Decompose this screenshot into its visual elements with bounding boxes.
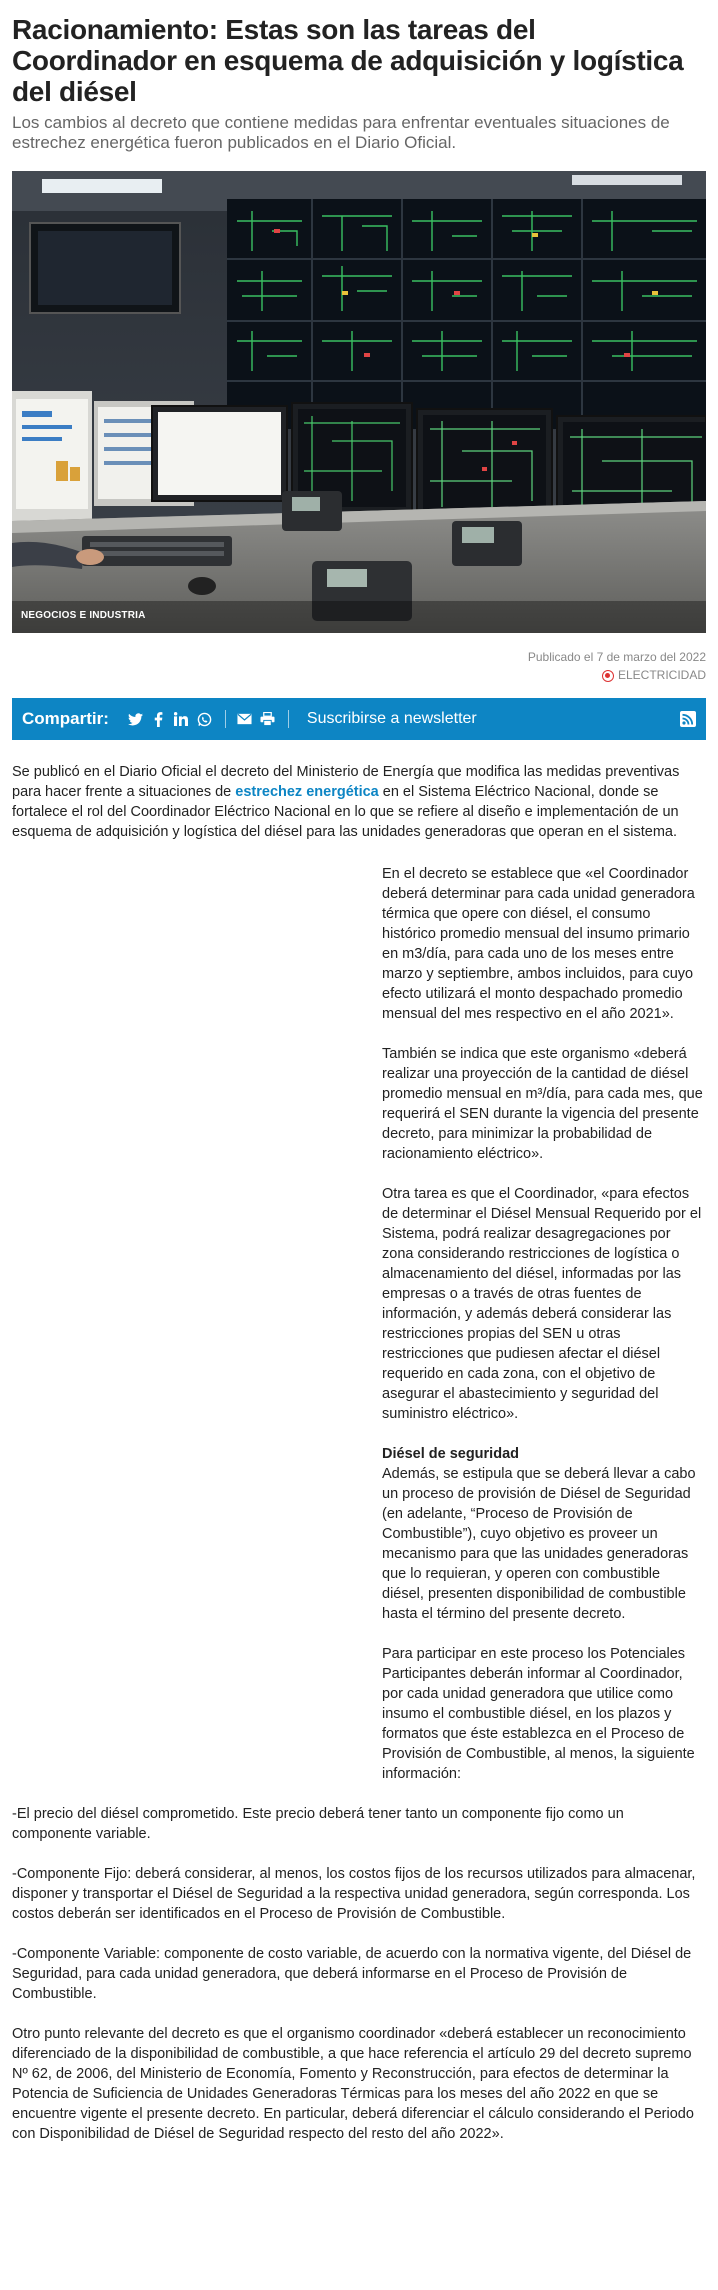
paragraph-5: Para participar en este proceso los Potenciales Participantes deberán informar al Coordinador, por cada unidad generadora que utilice como insumo el combustible diésel, en los plazos y formatos que éste establezca en el Proceso de Provisión de Combustible, al menos, la siguiente información: bbox=[382, 1646, 695, 1782]
paragraph-6: -El precio del diésel comprometido. Este precio deberá tener tanto un componente fijo como un componente variable. bbox=[12, 1806, 624, 1842]
share-label: Compartir: bbox=[22, 709, 109, 728]
publish-date: Publicado el 7 de marzo del 2022 bbox=[527, 650, 706, 664]
lead-text-end: en el Sistema Eléctrico Nacional, donde se fortalece el rol del Coordinador Eléctrico Nacional en lo que se refiere al diseño e implementación de un esquema de adquisición y logística del diésel para las unidades generadoras que operan en el sistema. bbox=[12, 784, 679, 840]
lead-paragraph bbox=[12, 762, 706, 842]
control-room-photo bbox=[12, 171, 706, 633]
estrechez-energetica-link[interactable]: estrechez energética bbox=[235, 784, 379, 800]
linkedin-icon[interactable] bbox=[173, 711, 190, 728]
article-meta bbox=[12, 649, 706, 684]
facebook-icon[interactable] bbox=[150, 711, 167, 728]
whatsapp-icon[interactable] bbox=[196, 711, 213, 728]
twitter-icon[interactable] bbox=[127, 711, 144, 728]
lead-text-start: Se publicó en el Diario Oficial el decreto del Ministerio de Energía que modifica las medidas preventivas para hacer frente a situaciones de bbox=[12, 764, 680, 800]
article-title: Racionamiento: Estas son las tareas del Coordinador en esquema de adquisición y logística del diésel bbox=[12, 14, 684, 107]
paragraph-1: En el decreto se establece que «el Coordinador deberá determinar para cada unidad generadora térmica que opere con diésel, el consumo histórico promedio mensual del insumo primario en m3/día, para cada uno de los meses entre marzo y septiembre, ambos incluidos, para cuyo efecto utilizará el monto despachado promedio mensual del mes respectivo en el año 2021». bbox=[382, 866, 695, 1022]
paragraph-9: Otro punto relevante del decreto es que el organismo coordinador «deberá establecer un reconocimiento diferenciado de la disponibilidad de combustible, a que hace referencia el artículo 29 del decreto supremo Nº 62, de 2006, del Ministerio de Economía, Fomento y Reconstrucción, para efectos de determinar la Potencia de Suficiencia de Unidades Generadoras Térmicas para los meses del año 2022 en que se encuentre vigente el presente decreto. En particular, deberá diferenciar el cálculo considerando el Periodo con Disponibilidad de Diésel de Seguridad respecto del resto del año 2022». bbox=[12, 2026, 694, 2142]
hero-image[interactable] bbox=[12, 171, 706, 633]
email-icon[interactable] bbox=[236, 711, 253, 728]
hero-category-tag[interactable]: NEGOCIOS E INDUSTRIA bbox=[21, 610, 146, 621]
category-link[interactable] bbox=[602, 667, 706, 684]
paragraph-2: También se indica que este organismo «deberá realizar una proyección de la cantidad de diésel promedio mensual en m³/día, para cada mes, que requerirá el SEN durante la vigencia del presente decreto, para minimizar la probabilidad de racionamiento eléctrico». bbox=[382, 1046, 703, 1162]
paragraph-3: Otra tarea es que el Coordinador, «para efectos de determinar el Diésel Mensual Requerido por el Sistema, podrá realizar desagregaciones por zona considerando restricciones de logística o almacenamiento del diésel, informadas por las empresas o a través de otras fuentes de información, y además deberá considerar las restricciones propias del SEN u otras restricciones que pudiesen afectar el diésel requerido en cada zona, con el objetivo de asegurar el abastecimiento y seguridad del suministro eléctrico». bbox=[382, 1186, 702, 1422]
paragraph-7: -Componente Fijo: deberá considerar, al menos, los costos fijos de los recursos utilizados para almacenar, disponer y transportar el Diésel de Seguridad a la respectiva unidad generadora, según corresponda. Los costos deberán ser identificados en el Proceso de Provisión de Combustible. bbox=[12, 1866, 696, 1922]
paragraph-4: Además, se estipula que se deberá llevar a cabo un proceso de provisión de Diésel de Seguridad (en adelante, “Proceso de Provisión de Combustible”), cuyo objetivo es proveer un mecanismo para que las unidades generadoras que lo requieran, y operen con combustible diésel, presenten disponibilidad de combustible hasta el término del presente decreto. bbox=[382, 1466, 696, 1622]
print-icon[interactable] bbox=[259, 711, 276, 728]
share-divider bbox=[225, 710, 226, 728]
paragraph-8: -Componente Variable: componente de costo variable, de acuerdo con la normativa vigente, del Diésel de Seguridad, para cada unidad generadora, que deberá informarse en el Proceso de Provisión de Combustible. bbox=[12, 1946, 692, 2002]
rss-icon[interactable] bbox=[680, 711, 696, 727]
category-label: ELECTRICIDAD bbox=[617, 668, 706, 682]
category-icon bbox=[602, 670, 614, 682]
share-divider-2 bbox=[288, 710, 289, 728]
right-column bbox=[382, 864, 704, 1784]
share-bar bbox=[12, 698, 706, 740]
article-subtitle: Los cambios al decreto que contiene medidas para enfrentar eventuales situaciones de estrechez energética fueron publicados en el Diario Oficial. bbox=[12, 113, 670, 152]
section-diesel-seguridad bbox=[382, 1444, 704, 1624]
newsletter-link[interactable]: Suscribirse a newsletter bbox=[306, 710, 477, 727]
section-heading: Diésel de seguridad bbox=[382, 1446, 519, 1462]
